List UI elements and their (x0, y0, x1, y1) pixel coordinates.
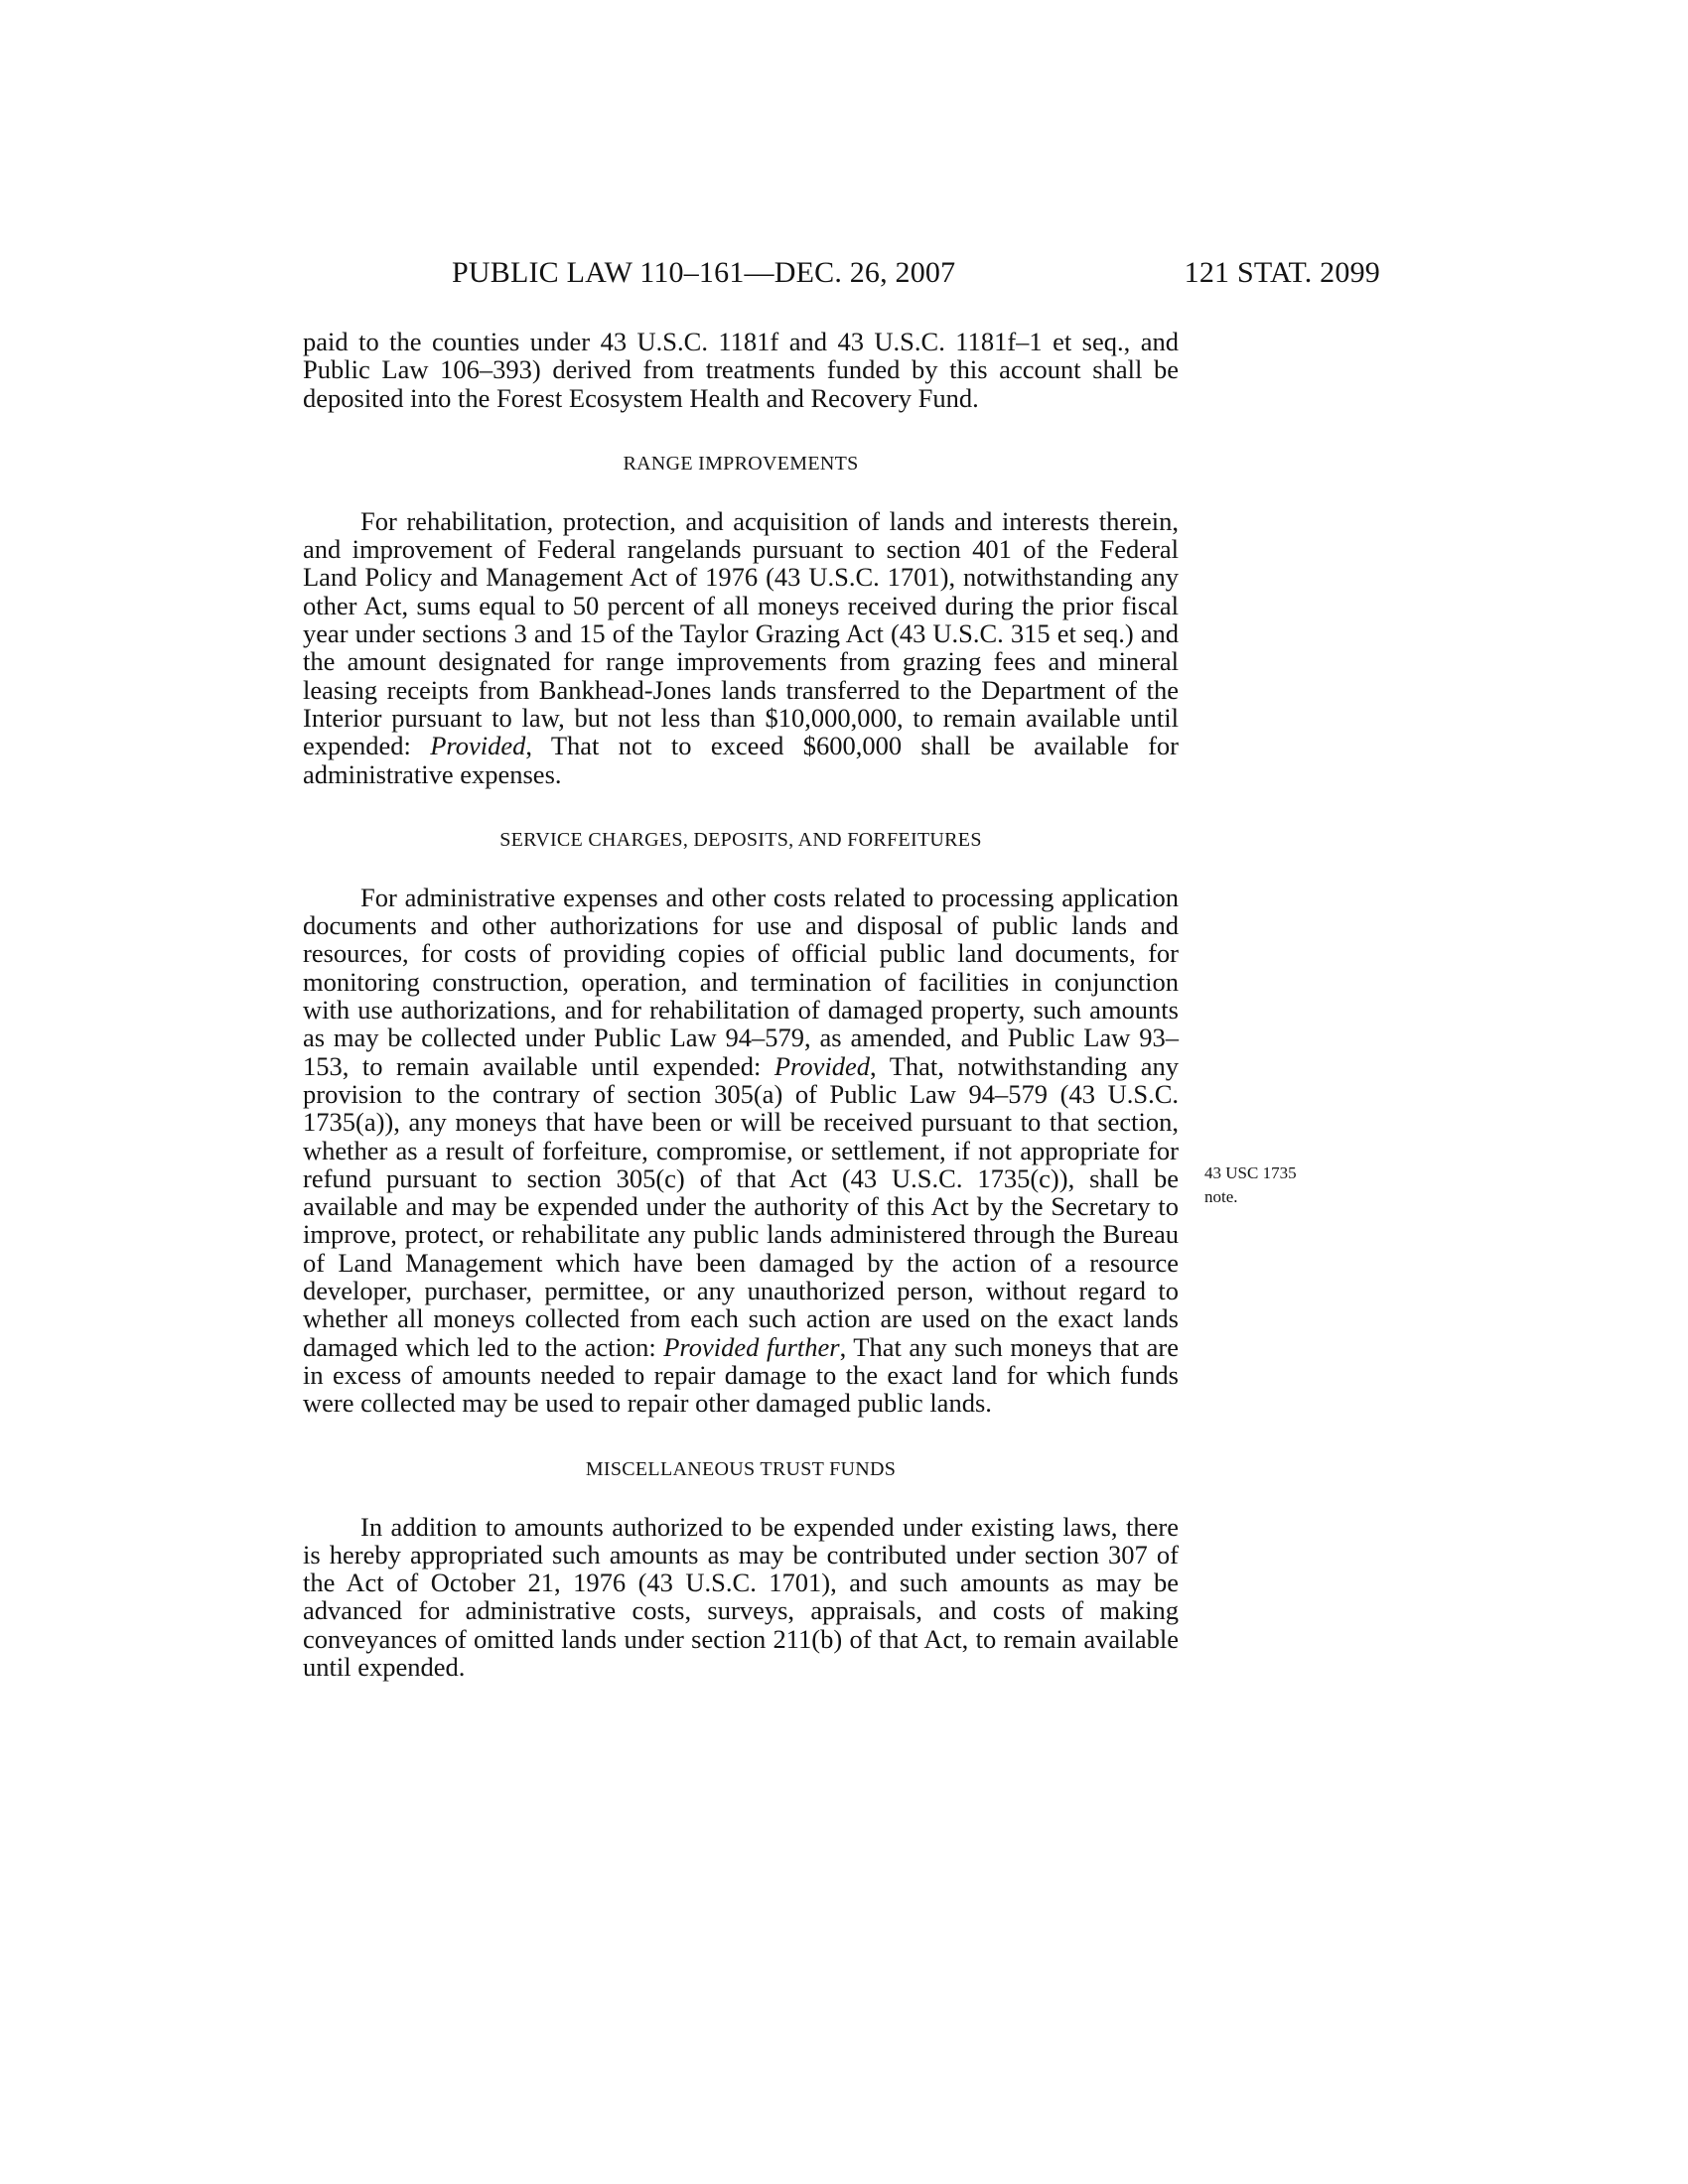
italic-provided-further: Provided further (663, 1331, 840, 1362)
section-heading-service-charges: SERVICE CHARGES, DEPOSITS, AND FORFEITURES (499, 828, 982, 851)
text-segment: , That any such moneys that are in excess of amounts needed to repair damage to the exact land for which funds were collected may be used to repair other damaged public lands. (303, 1331, 1179, 1419)
paragraph-range-improvements (303, 507, 1179, 788)
running-header (452, 253, 1380, 293)
margin-note (1204, 1161, 1334, 1209)
body-text (303, 328, 1179, 1681)
italic-provided: Provided (774, 1050, 871, 1081)
continuation-paragraph: paid to the counties under 43 U.S.C. 1181f and 43 U.S.C. 1181f–1 et seq., and Public Law 106–393) derived from treatments funded by this account shall be deposited into the Forest Ecosystem Health and Recovery Fund. (303, 327, 1179, 413)
paragraph-service-charges (303, 884, 1179, 1418)
section-heading-range-improvements: RANGE IMPROVEMENTS (623, 452, 859, 475)
text-segment: For administrative expenses and other costs related to processing application documents and other authorizations for use and disposal of public lands and resources, for costs of providing copies of official public land documents, for monitoring construction, operation, and termination of facilities in conjunction with use authorizations, and for rehabilitation of damaged property, such amounts as may be collected under Public Law 94–579, as amended, and Public Law 93–153, to remain available until expended: (303, 882, 1179, 1081)
margin-note-label: note. (1204, 1187, 1238, 1206)
text-segment: For rehabilitation, protection, and acquisition of lands and interests therein, and improvement of Federal rangelands pursuant to section 401 of the Federal Land Policy and Management Act of 1976 (43 U.S.C. 1701), notwithstanding any other Act, sums equal to 50 percent of all moneys received during the prior fiscal year under sections 3 and 15 of the Taylor Grazing Act (43 U.S.C. 315 et seq.) and the amount designated for range improvements from grazing fees and mineral leasing receipts from Bankhead-Jones lands transferred to the Department of the Interior pursuant to law, but not less than $10,000,000, to remain available until expended: (303, 505, 1179, 761)
text-segment: , That, notwithstanding any provision to the contrary of section 305(a) of Public Law 94–579 (43 U.S.C. 1735(a)), any moneys that have been or will be received pursuant to that section, whether as a result of forfeiture, compromise, or settlement, if not appropriate for refund pursuant to section 305(c) of that Act (43 U.S.C. 1735(c)), shall be available and may be expended under the authority of this Act by the Secretary to improve, protect, or rehabilitate any public lands administered through the Bureau of Land Management which have been damaged by the action of a resource developer, purchaser, permittee, or any unauthorized person, without regard to whether all moneys collected from each such action are used on the exact lands damaged which led to the action: (303, 1050, 1179, 1362)
statute-page-number: 121 STAT. 2099 (1184, 256, 1380, 289)
header-title: PUBLIC LAW 110–161—DEC. 26, 2007 (452, 256, 956, 289)
italic-provided: Provided (430, 731, 526, 761)
text-segment: , That not to exceed $600,000 shall be available for administrative expenses. (303, 731, 1180, 789)
paragraph-misc-trust-funds: In addition to amounts authorized to be expended under existing laws, there is hereby appropriated such amounts as may be contributed under section 307 of the Act of October 21, 1976 (43 U.S.C. 1701), and such amounts as may be advanced for administrative costs, surveys, appraisals, and costs of making conveyances of omitted lands under section 211(b) of that Act, to remain available until expended. (303, 1511, 1179, 1682)
section-heading-misc-trust-funds: MISCELLANEOUS TRUST FUNDS (585, 1457, 897, 1480)
margin-note-citation: 43 USC 1735 (1204, 1163, 1297, 1182)
